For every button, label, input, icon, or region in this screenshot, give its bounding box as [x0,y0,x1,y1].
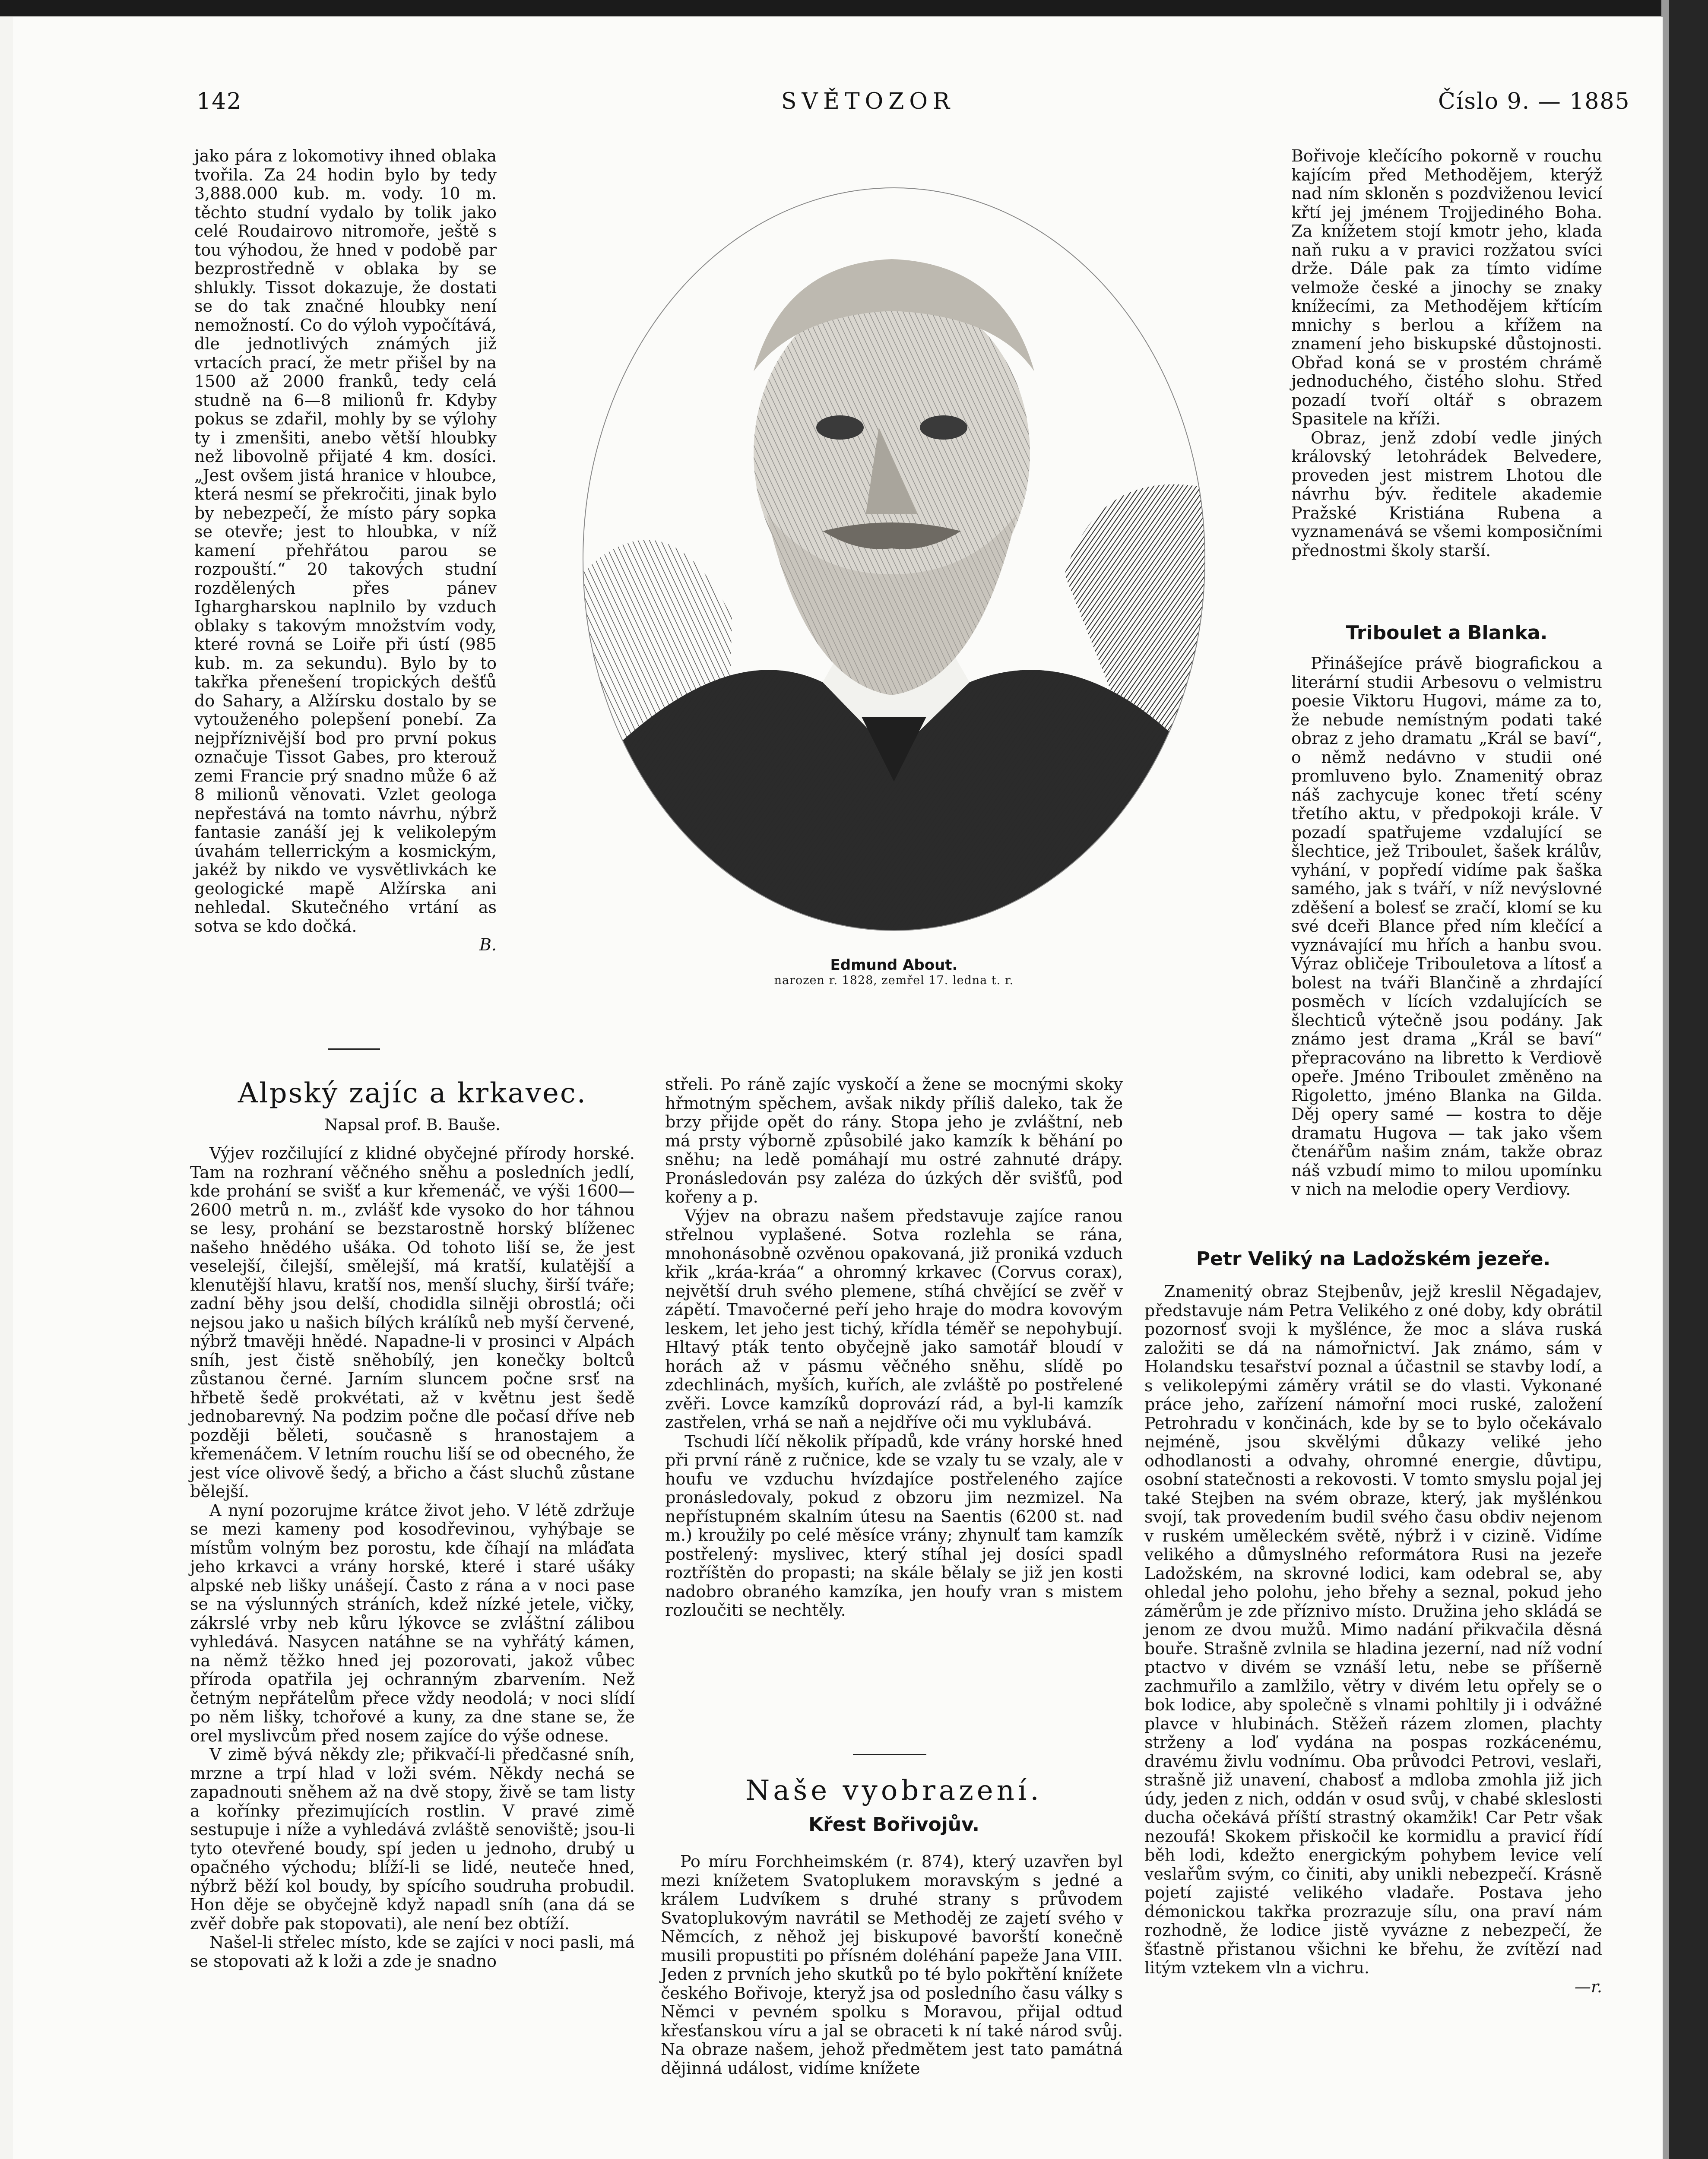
scan-right-border [1669,0,1708,2159]
alpsky-paragraph: Výjev na obrazu našem představuje zajíce ranou střelnou vyplašené. Sotva rozlehla se rána, mnohonásobně ozvěnou opakovaná, již proniká vzduch křik „kráa-kráa“ a ohromný krkavec (Corvus corax), největší druh svého plemene, stíhá chvějící se zvěř v zápětí. Tmavočerné peří jeho hraje do modra kovovým leskem, let jeho jest tichý, křídla téměř se nepohybují. Hltavý pták tento obyčejně jako samotář bloudí v horách až v pásmu věčného sněhu, slídě po zdechlinách, myších, kuřích, ale zvláště po postřelené zvěři. Lovce kamzíků doprovází rád, a byl-li kamzík zastřelen, vrhá se naň a nejdříve oči mu vyklubává. [665,1206,1123,1432]
krest-paragraph: Bořivoje klečícího pokorně v rouchu kajícím před Methodějem, kterýž nad ním skloněn s pozdviženou levicí křtí jej jménem Trojjediného Boha. Za knížetem stojí kmotr jeho, klada naň ruku a v pravici rozžatou svíci drže. Dále pak za tímto vidíme velmože české a jinochy se znaky knížecími, za Methodějem křtícím mnichy s berlou a křížem na znamení jeho biskupské důstojnosti. Obřad koná se v prostém chrámě jednoduchého, čistého slohu. Střed pozadí tvoří oltář s obrazem Spasitele na kříži. [1291,146,1602,428]
geology-paragraph: jako pára z lokomotivy ihned oblaka tvořila. Za 24 hodin bylo by tedy 3,888.000 kub. m. vody. 10 m. těchto studní vydalo by tolik jako celé Roudairovo nitromoře, ještě s tou výhodou, že hned v podobě par bezprostředně v oblaka by se shlukly. Tissot dokazuje, že dostati se do tak značné hloubky není nemožností. Co do výloh vypočítává, dle jednotlivých známých již vrtacích prací, že metr přišel by na 1500 až 2000 franků, tedy celá studně na 6—8 milionů fr. Kdyby pokus se zdařil, mohly by se výlohy ty i zmenšiti, anebo větší hloubky než libovolně přijaté 4 km. dosíci. „Jest ovšem jistá hranice v hloubce, která nesmí se překročiti, jinak bylo by nebezpečí, že místo páry sopka se otevře; jest to hloubka, v níž kamení přehřátou parou se rozpouští.“ 20 takových studní rozdělených přes pánev Ighargharskou naplnilo by vzduch oblaky s takovým množstvím vody, které rovná se Loiře při ústí (985 kub. m. za sekundu). Bylo by to takřka přenešení tropických dešťů do Sahary, a Alžírsku dostalo by se vytouženého polepšení ponebí. Za nejpříznivější bod pro první pokus označuje Tissot Gabes, pro kterouž zemi Francie prý snadno může 6 až 8 milionů věnovati. Vzlet geologa nepřestává na tomto návrhu, nýbrž fantasie zanáší jej k velikolepým úvahám tellerrickým a kosmickým, jakéž by nikdo ve vysvětlivkách ke geologické mapě Alžírska ani nehledal. Skutečného vrtání as sotva se kdo dočká. [194,146,497,936]
portrait-engraving [581,186,1207,933]
geology-article-end [194,147,497,955]
krest-column-2 [661,1852,1123,2078]
krest-paragraph: Obraz, jenž zdobí vedle jiných královský letohrádek Belvedere, proveden jest mistrem Lhotou dle návrhu býv. ředitele akademie Pražské Kristiána Rubena a vyznamenává se všemi komposičními přednostmi školy starší. [1291,428,1602,560]
nase-vyobrazeni-title: Naše vyobrazení. [745,1775,1043,1807]
page-number: 142 [196,89,242,114]
triboulet-heading: Triboulet a Blanka. [1346,622,1548,644]
petr-signature: —r. [1574,1977,1602,1996]
scan-top-border [0,0,1708,16]
petr-heading: Petr Veliký na Ladožském jezeře. [1196,1248,1551,1270]
alpsky-paragraph: A nyní pozorujme krátce život jeho. V létě zdržuje se mezi kameny pod kosodřevinou, vyhýbaje se místům volným bez porostu, kde číhají na mláďata jeho krkavci a vrány horské, které i staré ušáky alpské neb lišky unášejí. Často z rána a v noci pase se na výslunných stráních, kdež nízké jetele, vičky, zákrslé vrby neb kůru lýkovce se zvláštní zálibou vyhledává. Nasycen natáhne se na vyhřátý kámen, na němž těžko hned jej pozorovati, jakož vůbec příroda opatřila jej ochranným zbarvením. Než četným nepřátelům přece vždy neodolá; v noci slídí po něm lišky, tchořové a kuny, za dne stane se, že orel myslivcům před nosem zajíce do výše odnese. [190,1501,635,1745]
separator-rule [853,1754,926,1755]
petr-paragraph: Znamenitý obraz Stejbenův, jejž kreslil Něgadajev, představuje nám Petra Velikého z oné doby, kdy obrátil pozornosť svoji k myšlénce, že moc a sláva ruská založiti se dá na námořnictví. Jak známo, sám v Holandsku tesařství poznal a účastnil se stavby lodí, a s velikolepými záměry vrátil se do vlasti. Vykonané práce jeho, zařízení námořní moci ruské, založení Petrohradu v končinách, kde by se to bylo očekávalo nejméně, jsou skvělými důkazy veliké jeho odhodlanosti a odvahy, ohromné energie, důvtipu, osobní statečnosti a rekovosti. V tomto smyslu pojal jej také Stejben na svém obraze, který, jak myšlénkou svojí, tak provedením budil svého času obdiv nejenom v ruském uměleckém světě, nýbrž i v cizině. Vidíme velikého a důmyslného reformátora Rusi na jezeře Ladožském, na skrovné lodici, kam odebral se, aby ohledal jeho polohu, jeho břehy a seznal, pokud jeho záměrům je zde příznivo místo. Družina jeho skládá se jenom ze dvou mužů. Mimo nadání přikvačila děsná bouře. Strašně zvlnila se hladina jezerní, nad níž vodní ptactvo v divém se vznáší letu, nebe se příšerně zachmuřilo a zamlžilo, větry v divém letu opřely se o bok lodice, aby společně s vlnami pohltily ji i odvážné plavce v hlubinách. Stěžeň rázem zlomen, plachty strženy a loď vydána na pospas rozkácenému, dravému živlu vodnímu. Oba průvodci Petrovi, veslaři, strašně již unavení, chabosť a mdloba zmohla již jich údy, jeden z nich, oddán v osud svůj, v chabé skleslosti ducha očekává příští strastný okamžik! Car Petr však nezoufá! Skokem přiskočil ke kormidlu a pravicí řídí běh lodi, kdežto energickým pohybem levice velí veslařům svým, co činiti, aby unikli nebezpečí. Krásně pojetí zajisté velikého vladaře. Postava jeho démonickou takřka prozrazuje sílu, ona praví nám rozhodně, že lodice jistě vyvázne z nebezpečí, že šťastně přistanou všichni ke břehu, že zvítězí nad litým vztekem vln a vichru. [1144,1282,1602,1977]
portrait-svg [581,186,1207,933]
portrait-name: Edmund About. [830,956,958,974]
alpsky-column-2 [665,1075,1123,1620]
krest-column-3 [1291,147,1602,560]
alpsky-paragraph: V zimě bývá někdy zle; přikvačí-li předčasné sníh, mrzne a trpí hlad v loži svém. Někdy nechá se zapadnouti sněhem až na dvě stopy, živě se tam listy a kořínky přezimujících rostlin. V pravé zimě sestupuje i níže a vyhledává zvláště senoviště; jsou-li tyto otevřené boudy, spí jeden u jednoho, drubý u opačného východu; blíží-li se lidé, neuteče hned, nýbrž běží kol boudy, by spícího soudruha probudil. Hon děje se obyčejně když napadl sníh (ana dá se zvěř dobře pak stopovati), ale není bez obtíží. [190,1745,635,1933]
alpsky-column-1 [190,1144,635,1971]
geology-signature: B. [479,935,497,954]
alpsky-paragraph: Výjev rozčilující z klidné obyčejné přírody horské. Tam na rozhraní věčného sněhu a posledních jedlí, kde prohání se svišť a kur křemenáč, ve výši 1600—2600 metrů n. m., zvlášť kde vysoko do hor táhnou se lesy, prohání se bezstarostně horský blíženec našeho hnědého ušáka. Od tohoto liší se, že jest veselejší, čilejší, smělejší, má kratší, kulatější a klenutější hlavu, kratší nos, menší sluchy, širší tváře; zadní běhy jsou delší, chodidla silněji obrostlá; oči nejsou jako u našich bílých králíků neb myší červené, nýbrž tmavěji hnědé. Napadne-li v prosinci v Alpách sníh, jest čistě sněhobílý, jen konečky boltců zůstanou černé. Jarním sluncem počne srsť na hřbetě šedě prokvétati, až v květnu jest šedě jednobarevný. Na podzim počne dle počasí dříve neb později běleti, současně s hranostajem a křemenáčem. V letním rouchu liší se od obecného, že jest více olivově šedý, a břicho a část sluchů zůstane bělejší. [190,1144,635,1501]
separator-rule [328,1048,380,1050]
krest-borivojuv-heading: Křest Bořivojův. [808,1814,979,1836]
alpsky-paragraph: střeli. Po ráně zajíc vyskočí a žene se mocnými skoky hřmotným spěchem, avšak nikdy příliš daleko, tak že brzy přijde opět do rány. Stopa jeho je zvláštní, neb má prsty výborně způsobilé jako kamzík k běhání po sněhu; na ledě pomáhají mu ostré zahnuté drápy. Pronásledován psy zaléza do úzkých děr svišťů, pod kořeny a p. [665,1075,1123,1206]
issue-number: Číslo 9. — 1885 [1438,89,1630,114]
triboulet-paragraph: Přinášejíce právě biografickou a literární studii Arbesovu o velmistru poesie Viktoru Hugovi, máme za to, že nebude nemístným podati také obraz z jeho dramatu „Král se baví“, o němž nedávno v studii oné promluveno bylo. Znamenitý obraz náš zachycuje konec třetí scény třetího aktu, v předpokoji krále. V pozadí spatřujeme vzdalující se šlechtice, jež Triboulet, šašek králův, vyhání, v popředí vidíme pak šaška samého, jak s tváří, v níž nevýslovné zděšení a bolesť se zračí, klomí se ku své dceři Blance před ním klečící a vyznávající mu hřích a hanbu svou. Výraz obličeje Tribouletova a lítosť a bolest na tváři Blančině a zhrdající posměch v lících vzdalujících se šlechticů výtečně jsou podány. Jak známo jest drama „Král se baví“ přepracováno na libretto k Verdiově opeře. Jméno Triboulet změněno na Rigoletto, jméno Blanka na Gilda. Děj opery samé — kostra to děje dramatu Hugova — tak jako všem čtenářům našim znám, takže obraz náš vzbudí mimo to milou upomínku v nich na melodie opery Verdiovy. [1291,654,1602,1199]
alpsky-paragraph: Tschudi líčí několik případů, kde vrány horské hned při první ráně z ručnice, kde se vzaly tu se vzaly, ale v houfu ve vzduchu hvízdajíce postřeleného zajíce pronásledovaly, pokud z obzoru jim nezmizel. Na nepřístupném skalním útesu na Saentis (6200 st. nad m.) kroužily po celé měsíce vrány; zhynulť tam kamzík postřelený: myslivec, který stíhal jej dosíci spadl roztříštěn do propasti; na skále bělaly se již jen kosti nadobro obraného kamzíka, jen houfy vran s mistem rozloučiti se nechtěly. [665,1431,1123,1620]
triboulet-column [1291,654,1602,1199]
portrait-dates: narozen r. 1828, zemřel 17. ledna t. r. [774,974,1014,987]
alpsky-title: Alpský zajíc a krkavec. [238,1077,587,1109]
petr-column [1144,1282,1602,1996]
masthead-title: SVĚTOZOR [781,89,955,114]
alpsky-paragraph: Našel-li střelec místo, kde se zajíci v noci pasli, má se stopovati až k loži a zde je snadno [190,1933,635,1971]
portrait-caption [751,956,1036,987]
krest-paragraph: Po míru Forchheimském (r. 874), který uzavřen byl mezi knížetem Svatoplukem moravským s jedné a králem Ludvíkem s druhé strany s průvodem Svatoplukovým navrátil se Methoděj ze zajetí svého v Němcích, z něhož jej biskupové bavorští konečně musili propustiti po přísném doléhání papeže Jana VIII. Jeden z prvních jeho skutků po té bylo pokřtění knížete českého Bořivoje, kteryž jsa od posledního času války s Němci v pevném spolku s Moravou, přijal odtud křesťanskou víru a jal se obraceti k ní také národ svůj. Na obraze našem, jehož předmětem jest tato památná dějinná událost, vidíme knížete [661,1852,1123,2078]
alpsky-byline: Napsal prof. B. Bauše. [324,1116,501,1134]
